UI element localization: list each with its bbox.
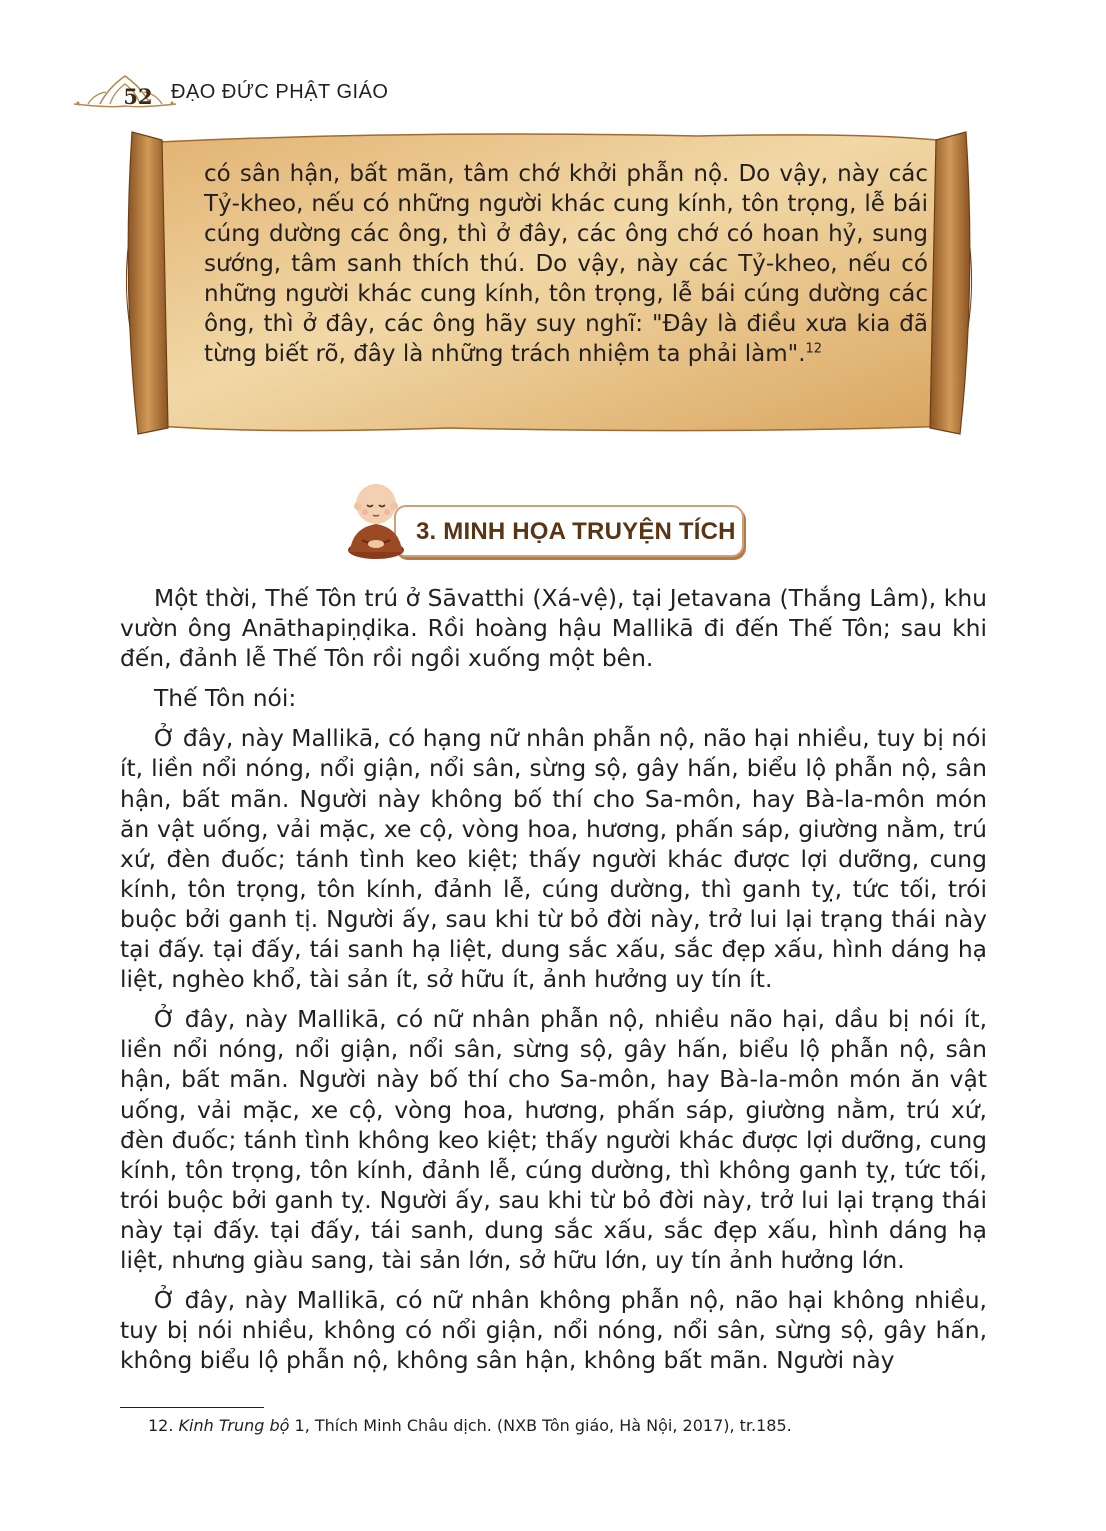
- footnote-number: 12.: [148, 1416, 174, 1435]
- paragraph: Ở đây, này Mallikā, có hạng nữ nhân phẫn nộ, não hại nhiều, tuy bị nói ít, liền nổi nóng, nổi giận, nổi sân, sừng sộ, gây hấn, biểu lộ phẫn nộ, sân hận, bất mãn. Người này không bố thí cho Sa-môn, hay Bà-la-môn món ăn vật uống, vải mặc, xe cộ, vòng hoa, hương, phấn sáp, giường nằm, trú xứ, đèn đuốc; tánh tình keo kiệt; thấy người khác được lợi dưỡng, cung kính, tôn trọng, tôn kính, đảnh lễ, cúng dường, thì ganh tỵ, tức tối, trói buộc bởi ganh tị. Người ấy, sau khi từ bỏ đời này, trở lui lại trạng thái này tại đấy. tại đấy, tái sanh hạ liệt, dung sắc xấu, sắc đẹp xấu, hình dáng hạ liệt, nghèo khổ, tài sản ít, sở hữu ít, ảnh hưởng uy tín ít.: [120, 724, 987, 994]
- monk-figure-icon: [336, 478, 418, 560]
- paragraph: Ở đây, này Mallikā, có nữ nhân phẫn nộ, nhiều não hại, dầu bị nói ít, liền nổi nóng, nổi giận, nổi sân, sừng sộ, gây hấn, biểu lộ phẫn nộ, sân hận, bất mãn. Người này bố thí cho Sa-môn, hay Bà-la-môn món ăn vật uống, vải mặc, xe cộ, vòng hoa, hương, phấn sáp, giường nằm, trú xứ, đèn đuốc; tánh tình không keo kiệt; thấy người khác được lợi dưỡng, cung kính, tôn trọng, tôn kính, đảnh lễ, cúng dường, thì không ganh tỵ, tức tối, trói buộc bởi ganh tỵ. Người ấy, sau khi từ bỏ đời này, trở lui lại trạng thái này tại đấy. tại đấy, tái sanh, dung sắc xấu, sắc đẹp xấu, hình dáng hạ liệt, nhưng giàu sang, tài sản lớn, sở hữu lớn, uy tín ảnh hưởng lớn.: [120, 1005, 987, 1274]
- footnote: [148, 1415, 988, 1437]
- section-title: 3. MINH HỌA TRUYỆN TÍCH: [416, 518, 736, 545]
- footnote-text: 1, Thích Minh Châu dịch. (NXB Tôn giáo, Hà Nội, 2017), tr.185.: [289, 1416, 792, 1435]
- paragraph: Thế Tôn nói:: [154, 684, 297, 713]
- section-title-pill: [394, 505, 744, 557]
- page-number: 52: [123, 84, 153, 109]
- footnote-ref: 12: [805, 341, 823, 357]
- body-text: [120, 583, 987, 1385]
- paragraph: Ở đây, này Mallikā, có nữ nhân không phẫn nộ, não hại không nhiều, tuy bị nói nhiều, không có nổi giận, nổi nóng, nổi sân, sừng sộ, gây hấn, không biểu lộ phẫn nộ, không sân hận, không bất mãn. Người này: [120, 1286, 987, 1375]
- footnote-divider: [120, 1407, 264, 1408]
- page-header: [70, 70, 490, 120]
- paragraph: Một thời, Thế Tôn trú ở Sāvatthi (Xá-vệ), tại Jetavana (Thắng Lâm), khu vườn ông Anāthapiṇḍika. Rồi hoàng hậu Mallikā đi đến Thế Tôn; sau khi đến, đảnh lễ Thế Tôn rồi ngồi xuống một bên.: [120, 584, 987, 673]
- running-title: ĐẠO ĐỨC PHẬT GIÁO: [171, 81, 389, 103]
- scroll-quote-box: [118, 128, 980, 440]
- footnote-title: Kinh Trung bộ: [178, 1416, 290, 1435]
- quote-body: có sân hận, bất mãn, tâm chớ khởi phẫn nộ. Do vậy, này các Tỷ-kheo, nếu có những người khác cung kính, tôn trọng, lễ bái cúng dường các ông, thì ở đây, các ông chớ có hoan hỷ, sung sướng, tâm sanh thích thú. Do vậy, này các Tỷ-kheo, nếu có những người khác cung kính, tôn trọng, lễ bái cúng dường các ông, thì ở đây, các ông hãy suy nghĩ: "Đây là điều xưa kia đã từng biết rõ, đây là những trách nhiệm ta phải làm".: [204, 161, 928, 367]
- section-heading: [336, 478, 766, 560]
- scroll-quote-text: [204, 159, 928, 369]
